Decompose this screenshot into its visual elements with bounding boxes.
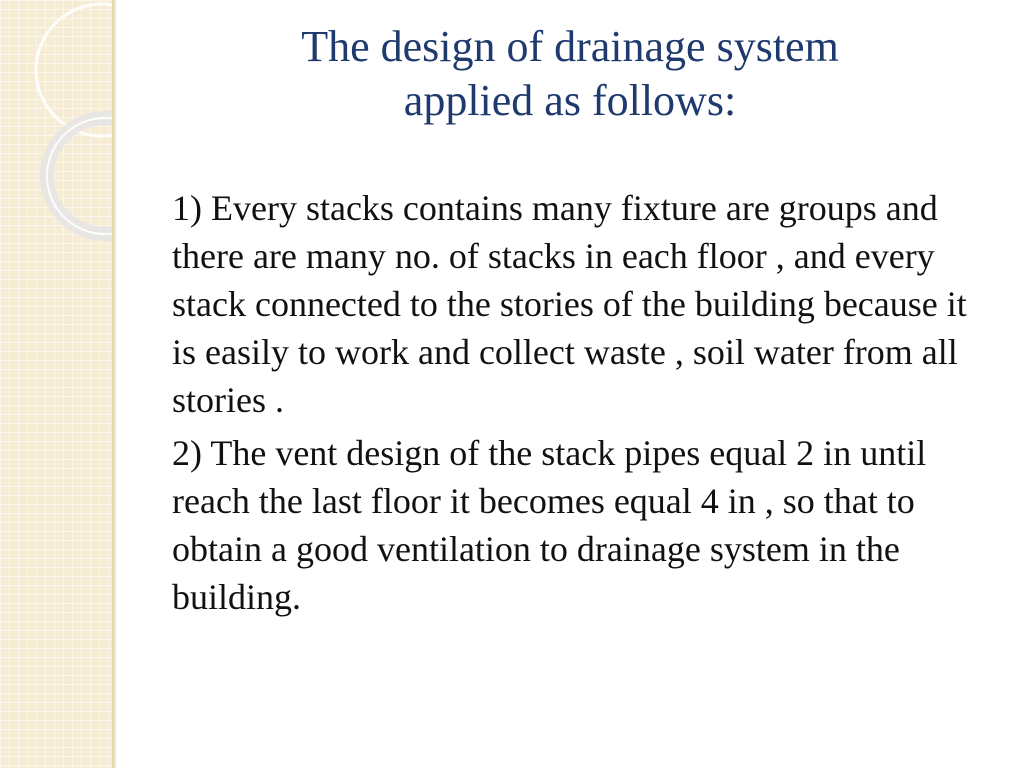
point-1-number: 1) (172, 188, 202, 228)
title-line-2: applied as follows: (403, 76, 737, 125)
point-2 (172, 429, 987, 621)
slide-body (172, 184, 987, 626)
point-2-number: 2) (172, 433, 202, 473)
decorative-circles (0, 0, 112, 768)
decorative-side-panel (0, 0, 112, 768)
title-line-1: The design of drainage system (301, 22, 839, 71)
point-1 (172, 184, 987, 424)
point-2-text: The vent design of the stack pipes equal 2 in until reach the last floor it becomes equal 4 in , so that to obtain a good ventilation to drainage system in the building. (172, 433, 927, 617)
point-1-text: Every stacks contains many fixture are groups and there are many no. of stacks in each floor , and every stack connected to the stories of the building because it is easily to work and collect waste , soil water from all stories . (172, 188, 967, 420)
side-panel-edge (112, 0, 116, 768)
slide-title (150, 20, 990, 128)
